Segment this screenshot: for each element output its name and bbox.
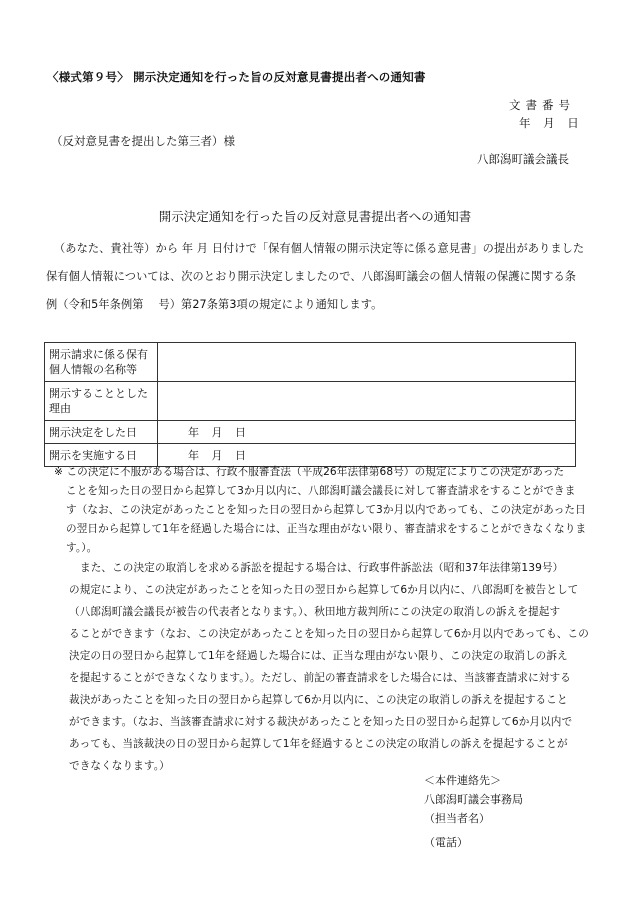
note-line: 決定の日の翌日から起算して1年を経過した場合には、正当な理由がない限り、この決定の取消しの訴え	[69, 650, 568, 662]
contact-office: 八郎潟町議会事務局	[424, 793, 523, 806]
note-line: ※ この決定に不服がある場合は、行政不服審査法（平成26年法律第68号）の規定によりこの決定があった	[54, 466, 565, 478]
note-line: できなくなります。）	[69, 760, 170, 772]
note-line: ることができます（なお、この決定があったことを知った日の翌日から起算して6か月以内であっても、この	[69, 628, 589, 640]
table-row	[45, 343, 576, 382]
document-number-label: 文書番号	[509, 98, 575, 112]
table-row	[45, 382, 576, 421]
note-line: （八郎潟町議会議長が被告の代表者となります。）、秋田地方裁判所にこの決定の取消しの訴えを提起す	[69, 606, 561, 618]
note-line: す（なお、この決定があったことを知った日の翌日から起算して3か月以内であっても、この決定があった日	[66, 504, 586, 516]
contact-phone: （電話）	[424, 836, 468, 849]
body-line: 例（令和5年条例第 号）第27条第3項の規定により通知します。	[46, 298, 383, 311]
table-value-cell	[158, 421, 576, 444]
note-line: を提起することができなくなります。）。ただし、前記の審査請求をした場合には、当該審査請求に対する	[69, 672, 571, 684]
note-line: あっても、当該裁決の日の翌日から起算して1年を経過するとこの決定の取消しの訴えを提起することが	[69, 738, 568, 750]
body-line: （あなた、貴社等）から 年 月 日付けで「保有個人情報の開示決定等に係る意見書」の提出がありました	[54, 242, 585, 255]
form-title: 〈様式第９号〉 開示決定通知を行った旨の反対意見書提出者への通知書	[47, 70, 426, 84]
note-line: ができます。（なお、当該審査請求に対する裁決があったことを知った日の翌日から起算して6か月以内で	[69, 716, 573, 728]
table-label-cell: 開示することとした 理由	[45, 382, 158, 421]
sender-line: 八郎潟町議会議長	[477, 152, 569, 166]
note-line: また、この決定の取消しを求める訴訟を提起する場合は、行政事件訴訟法（昭和37年法律第139号）	[80, 562, 564, 574]
document-heading: 開示決定通知を行った旨の反対意見書提出者への通知書	[158, 209, 472, 224]
contact-title: ＜本件連絡先＞	[424, 774, 501, 787]
note-line: ことを知った日の翌日から起算して3か月以内に、八郎潟町議会議長に対して審査請求をすることができま	[66, 485, 576, 497]
contact-person: （担当者名）	[424, 812, 490, 825]
table-value-cell	[158, 382, 576, 421]
body-line: 保有個人情報については、次のとおり開示決定しましたので、八郎潟町議会の個人情報の保護に関する条	[46, 270, 577, 283]
disclosure-info-table	[44, 342, 576, 467]
recipient-line: （反対意見書を提出した第三者）様	[51, 134, 235, 148]
note-line: の翌日から起算して1年を経過した場合には、正当な理由がない限り、審査請求をすることができなくなりま	[66, 523, 587, 535]
table-label-cell: 開示を実施する日	[45, 444, 158, 467]
document-date: 年 月 日	[519, 116, 579, 130]
table-label-cell: 開示決定をした日	[45, 421, 158, 444]
decision-date-field: 年 月 日	[188, 425, 246, 439]
note-line: 裁決があったことを知った日の翌日から起算して6か月以内に、この決定の取消しの訴えを提起すること	[69, 694, 568, 706]
table-label-cell: 開示請求に係る保有 個人情報の名称等	[45, 343, 158, 382]
table-value-cell	[158, 343, 576, 382]
note-line: の規定により、この決定があったことを知った日の翌日から起算して6か月以内に、八郎潟町を被告として	[69, 584, 579, 596]
implementation-date-field: 年 月 日	[188, 448, 246, 462]
table-row	[45, 421, 576, 444]
note-line: す。）。	[66, 542, 98, 554]
